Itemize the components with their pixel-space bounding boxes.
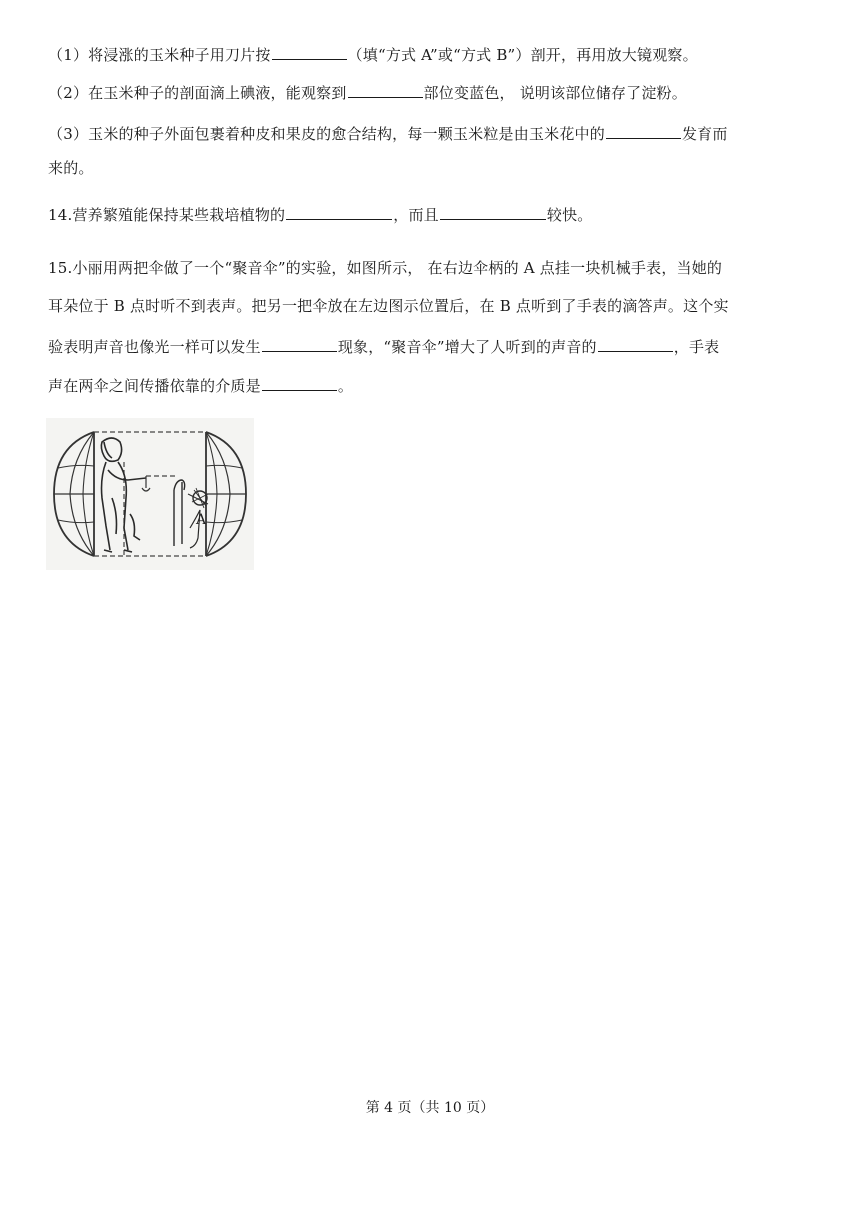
answer-blank[interactable] (262, 375, 337, 391)
q13-part3 (48, 123, 818, 144)
q13-part2-text-after: 部位变蓝色， 说明该部位储存了淀粉。 (423, 84, 687, 102)
q15-text-line-4-after: 。 (337, 377, 354, 395)
answer-blank[interactable] (440, 204, 546, 220)
q13-part3-text-before: （3）玉米的种子外面包裹着种皮和果皮的愈合结构，每一颗玉米粒是由玉米花中的 (48, 125, 605, 143)
q13-part1-text-before: （1）将浸涨的玉米种子用刀片按 (48, 46, 271, 64)
answer-blank[interactable] (598, 336, 673, 352)
answer-blank[interactable] (272, 44, 347, 60)
q15-line-3 (48, 336, 818, 357)
answer-blank[interactable] (286, 204, 392, 220)
q15-line-4 (48, 375, 818, 396)
q13-part1 (48, 44, 818, 65)
q13-part2-text-before: （2）在玉米种子的剖面滴上碘液，能观察到 (48, 84, 347, 102)
q15-text-line-3-after: ，手表 (673, 338, 720, 356)
q15-text-line-2: 耳朵位于 B 点时听不到表声。把另一把伞放在左边图示位置后，在 B 点听到了手表的滴答声。这个实 (48, 297, 729, 315)
q14-text-middle: ，而且 (393, 206, 439, 224)
page-footer (0, 1098, 860, 1118)
q13-part3-continuation (48, 158, 818, 178)
umbrella-experiment-figure (46, 418, 254, 570)
answer-blank[interactable] (262, 336, 337, 352)
q15-line-2 (48, 296, 818, 316)
q15-text-line-4-before: 声在两伞之间传播依靠的介质是 (48, 377, 261, 395)
q14 (48, 204, 818, 225)
q15-text-line-3-before: 验表明声音也像光一样可以发生 (48, 338, 261, 356)
q13-part2 (48, 82, 818, 103)
umbrella-diagram (46, 418, 254, 570)
answer-blank[interactable] (606, 123, 681, 139)
q13-part3-text-cont: 来的。 (48, 159, 94, 177)
q14-text-before: 14.营养繁殖能保持某些栽培植物的 (48, 206, 286, 224)
q15-line-1 (48, 258, 818, 278)
q13-part3-text-after: 发育而 (681, 125, 728, 143)
label-a: A (196, 512, 207, 528)
q14-text-after: 较快。 (546, 206, 593, 224)
q15-text-line-1: 15.小丽用两把伞做了一个“聚音伞”的实验，如图所示， 在右边伞柄的 A 点挂一块机械手表，当她的 (48, 259, 723, 277)
q13-part1-text-after: （填“方式 A”或“方式 B”）剖开，再用放大镜观察。 (347, 46, 698, 64)
answer-blank[interactable] (348, 82, 423, 98)
q15-text-line-3-middle: 现象，“聚音伞”增大了人听到的声音的 (337, 338, 597, 356)
page-number-label: 第 4 页（共 10 页） (365, 1100, 495, 1116)
